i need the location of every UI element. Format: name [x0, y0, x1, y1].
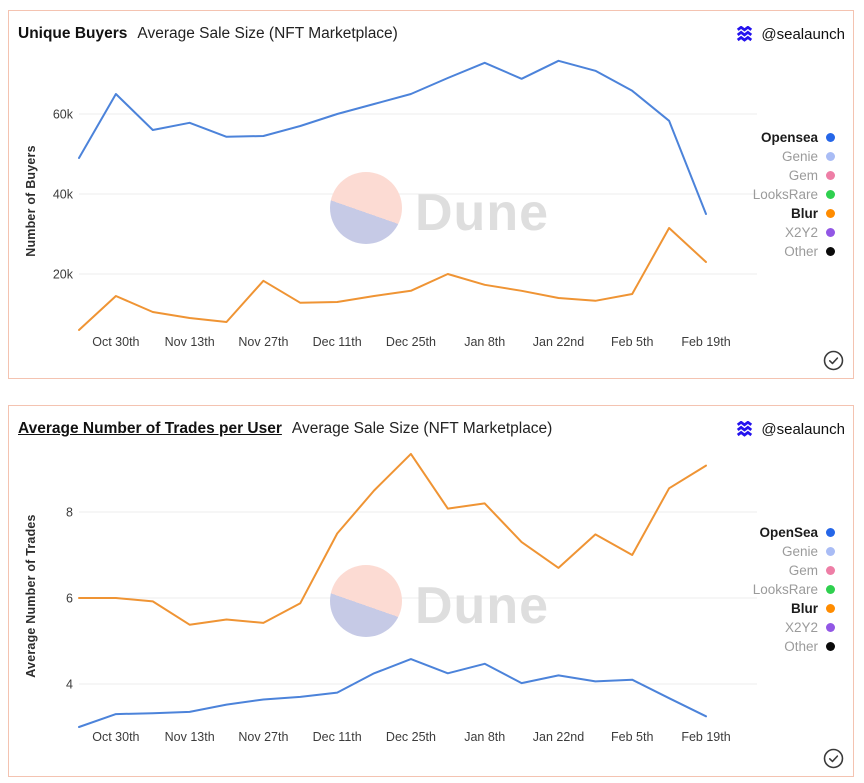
legend-item-other[interactable]	[784, 242, 835, 261]
x-tick-label: Dec 25th	[385, 335, 436, 349]
y-gridlines	[53, 108, 757, 282]
legend-label: Opensea	[760, 130, 818, 145]
legend-item-x2y2[interactable]	[785, 223, 835, 242]
chart-title-metric: Unique Buyers	[18, 25, 128, 42]
dune-watermark	[330, 565, 549, 637]
x-tick-label: Jan 8th	[464, 335, 506, 349]
x-tick-label: Oct 30th	[92, 730, 140, 744]
legend-color-dot	[826, 642, 835, 651]
legend-color-dot	[826, 547, 835, 556]
chart-panel-unique-buyers	[8, 10, 854, 379]
legend-label: X2Y2	[784, 225, 818, 240]
legend-item-other[interactable]	[784, 637, 835, 656]
series-line-blur	[79, 228, 706, 330]
legend-label: Blur	[791, 601, 818, 616]
x-tick-label: Nov 13th	[164, 730, 215, 744]
x-tick-label: Dec 25th	[385, 730, 436, 744]
chart-plot-area	[9, 406, 853, 776]
legend-color-dot	[826, 228, 835, 237]
legend-item-opensea[interactable]	[761, 128, 835, 147]
legend-label: LooksRare	[752, 582, 818, 597]
legend-color-dot	[826, 133, 835, 142]
legend-item-gem[interactable]	[789, 561, 835, 580]
legend-color-dot	[826, 585, 835, 594]
x-tick-labels	[92, 730, 730, 744]
legend-color-dot	[826, 190, 835, 199]
legend-label: Gem	[788, 563, 818, 578]
legend-label: X2Y2	[784, 620, 818, 635]
check-circle-icon	[822, 349, 845, 372]
chart-panel-avg-trades-per-user	[8, 405, 854, 777]
y-tick-label: 60k	[52, 107, 73, 122]
x-tick-label: Dec 11th	[312, 335, 362, 349]
y-gridlines	[66, 506, 757, 692]
y-tick-label: 8	[66, 505, 73, 520]
attribution-handle: @sealaunch	[761, 420, 845, 438]
dune-watermark-text: Dune	[415, 184, 549, 242]
x-tick-label: Jan 22nd	[532, 335, 585, 349]
legend-item-looksrare[interactable]	[753, 185, 835, 204]
legend-color-dot	[826, 209, 835, 218]
attribution-handle: @sealaunch	[761, 25, 845, 43]
legend-color-dot	[826, 623, 835, 632]
series-line-opensea	[79, 659, 706, 727]
y-axis-title: Number of Buyers	[24, 145, 38, 257]
legend-item-gem[interactable]	[789, 166, 835, 185]
y-tick-label: 40k	[52, 187, 73, 202]
legend-label: OpenSea	[759, 525, 818, 540]
legend-color-dot	[826, 528, 835, 537]
legend-color-dot	[826, 247, 835, 256]
legend-label: Genie	[781, 149, 818, 164]
legend-label: Blur	[791, 206, 818, 221]
dune-watermark	[330, 172, 549, 244]
x-tick-label: Feb 19th	[681, 730, 731, 744]
x-tick-label: Nov 27th	[238, 730, 289, 744]
legend-item-blur[interactable]	[791, 599, 835, 618]
legend-item-x2y2[interactable]	[785, 618, 835, 637]
legend-color-dot	[826, 171, 835, 180]
verified-check-button[interactable]	[821, 746, 845, 770]
series-legend	[753, 523, 835, 656]
dune-watermark-circle	[330, 565, 402, 637]
legend-label: Other	[784, 244, 818, 259]
chart-title-metric-link[interactable]: Average Number of Trades per User	[18, 420, 282, 437]
verified-check-button[interactable]	[821, 348, 845, 372]
check-circle-icon	[822, 747, 845, 770]
y-tick-label: 6	[66, 591, 73, 606]
x-tick-label: Feb 19th	[681, 335, 731, 349]
chart-plot-area	[9, 11, 853, 378]
legend-label: Other	[784, 639, 818, 654]
dune-watermark-text: Dune	[415, 577, 549, 635]
chart-title-subtitle: Average Sale Size (NFT Marketplace)	[291, 420, 553, 437]
y-axis-title: Average Number of Trades	[24, 514, 38, 678]
x-tick-label: Nov 27th	[238, 335, 289, 349]
chart-title-subtitle: Average Sale Size (NFT Marketplace)	[137, 25, 398, 42]
x-tick-label: Oct 30th	[92, 335, 140, 349]
x-tick-label: Dec 11th	[312, 730, 362, 744]
dune-watermark-circle	[330, 172, 402, 244]
legend-color-dot	[826, 152, 835, 161]
legend-item-opensea[interactable]	[759, 523, 835, 542]
legend-item-looksrare[interactable]	[753, 580, 835, 599]
x-tick-label: Nov 13th	[164, 335, 215, 349]
y-tick-label: 20k	[52, 267, 73, 282]
y-tick-label: 4	[66, 677, 73, 692]
legend-label: Gem	[788, 168, 818, 183]
legend-label: LooksRare	[752, 187, 818, 202]
legend-item-genie[interactable]	[782, 147, 835, 166]
legend-color-dot	[826, 566, 835, 575]
x-tick-label: Feb 5th	[611, 730, 654, 744]
series-legend	[753, 128, 835, 261]
x-tick-labels	[92, 335, 730, 349]
legend-label: Genie	[781, 544, 818, 559]
x-tick-label: Jan 22nd	[532, 730, 585, 744]
x-tick-label: Feb 5th	[611, 335, 654, 349]
legend-item-blur[interactable]	[791, 204, 835, 223]
x-tick-label: Jan 8th	[464, 730, 506, 744]
legend-color-dot	[826, 604, 835, 613]
legend-item-genie[interactable]	[782, 542, 835, 561]
